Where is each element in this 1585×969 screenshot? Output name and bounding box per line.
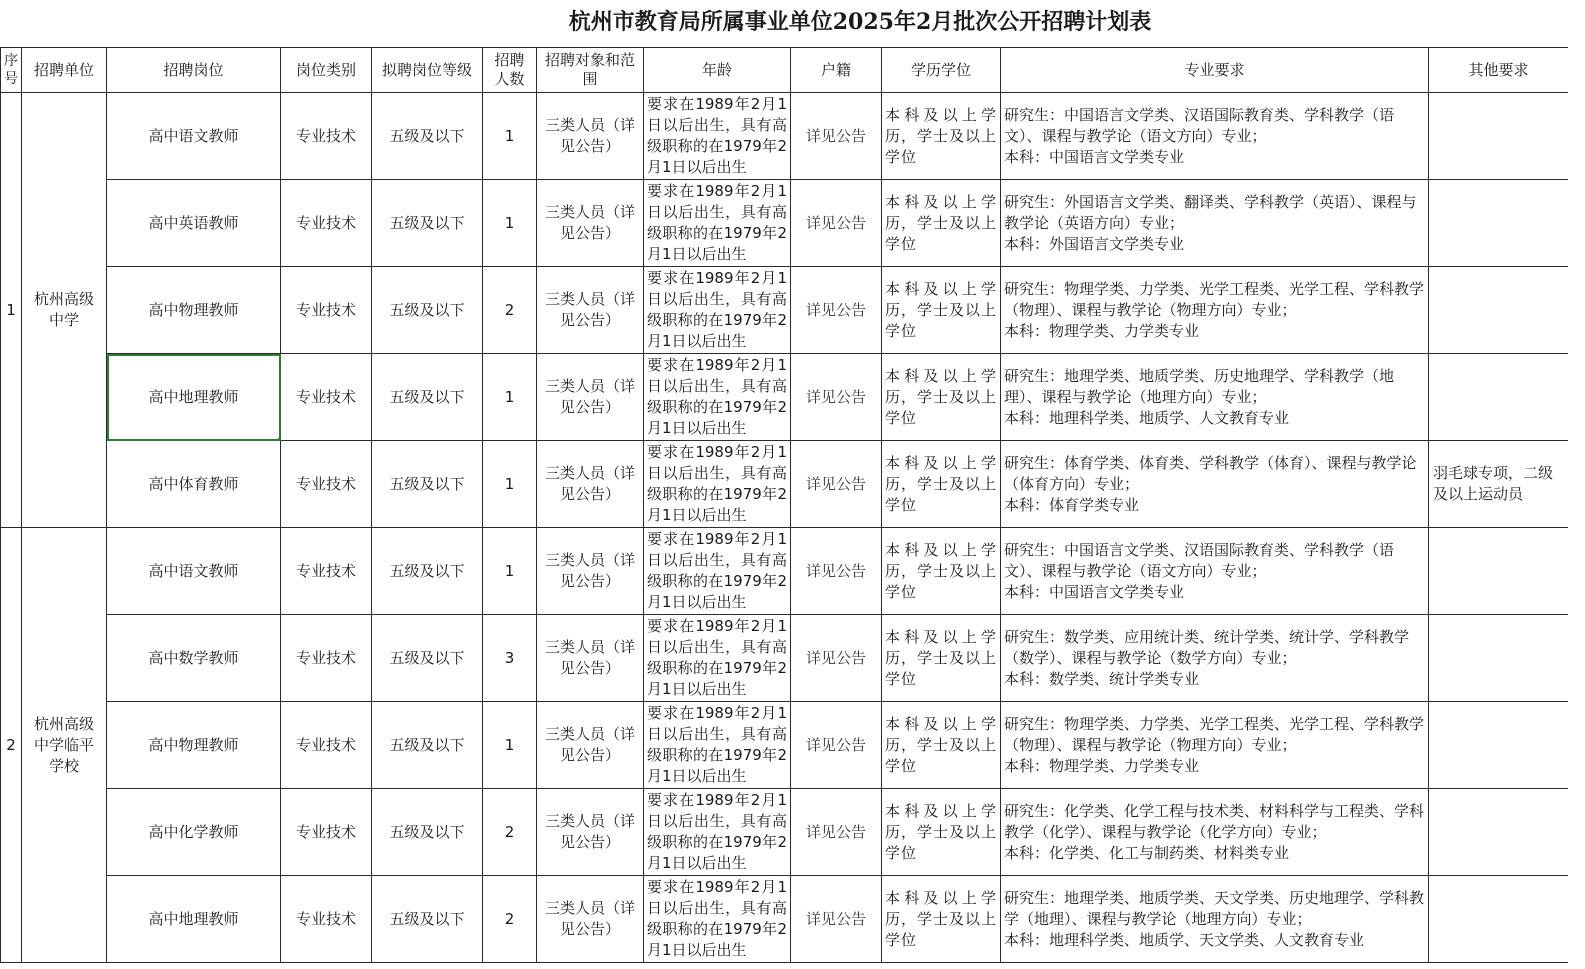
age-cell[interactable]: 要求在1989年2月1日以后出生，具有高级职称的在1979年2月1日以后出生 — [644, 528, 791, 615]
major-graduate: 研究生：物理学类、力学类、光学工程类、光学工程、学科教学（物理）、课程与教学论（物理方向）专业； — [1004, 714, 1425, 754]
major-graduate: 研究生：中国语言文学类、汉语国际教育类、学科教学（语文）、课程与教学论（语文方向）专业； — [1004, 105, 1395, 145]
position-text: 高中英语教师 — [148, 213, 239, 232]
header-age[interactable]: 年龄 — [644, 48, 791, 93]
position-cell[interactable] — [107, 267, 281, 354]
major-graduate: 研究生：物理学类、力学类、光学工程类、光学工程、学科教学（物理）、课程与教学论（物理方向）专业； — [1004, 279, 1425, 319]
other-cell[interactable] — [1429, 180, 1569, 267]
position-cell[interactable] — [107, 441, 281, 528]
level-cell[interactable]: 五级及以下 — [372, 528, 483, 615]
position-text: 高中物理教师 — [148, 735, 239, 754]
count-cell[interactable]: 1 — [483, 441, 537, 528]
major-undergraduate: 本科：中国语言文学类专业 — [1004, 582, 1185, 601]
position-text: 高中数学教师 — [148, 648, 239, 667]
recruitment-table — [0, 47, 1569, 963]
other-cell[interactable] — [1429, 876, 1569, 963]
major-cell[interactable] — [1001, 354, 1429, 441]
position-text: 高中语文教师 — [148, 561, 239, 580]
target-cell[interactable]: 三类人员（详见公告） — [537, 93, 644, 180]
target-cell[interactable]: 三类人员（详见公告） — [537, 876, 644, 963]
age-cell[interactable]: 要求在1989年2月1日以后出生，具有高级职称的在1979年2月1日以后出生 — [644, 615, 791, 702]
count-cell[interactable]: 1 — [483, 528, 537, 615]
hukou-cell[interactable]: 详见公告 — [791, 267, 882, 354]
age-cell[interactable]: 要求在1989年2月1日以后出生，具有高级职称的在1979年2月1日以后出生 — [644, 354, 791, 441]
header-major[interactable]: 专业要求 — [1001, 48, 1429, 93]
hukou-cell[interactable]: 详见公告 — [791, 441, 882, 528]
age-cell[interactable]: 要求在1989年2月1日以后出生，具有高级职称的在1979年2月1日以后出生 — [644, 441, 791, 528]
major-cell[interactable] — [1001, 441, 1429, 528]
education-cell[interactable]: 本科及以上学历，学士及以上学位 — [882, 441, 1001, 528]
education-cell[interactable]: 本科及以上学历，学士及以上学位 — [882, 528, 1001, 615]
count-cell[interactable]: 3 — [483, 615, 537, 702]
other-cell[interactable] — [1429, 789, 1569, 876]
age-cell[interactable]: 要求在1989年2月1日以后出生，具有高级职称的在1979年2月1日以后出生 — [644, 180, 791, 267]
position-cell[interactable] — [107, 528, 281, 615]
hukou-cell[interactable]: 详见公告 — [791, 180, 882, 267]
age-cell[interactable]: 要求在1989年2月1日以后出生，具有高级职称的在1979年2月1日以后出生 — [644, 702, 791, 789]
category-cell[interactable]: 专业技术 — [281, 876, 372, 963]
major-graduate: 研究生：化学类、化学工程与技术类、材料科学与工程类、学科教学（化学）、课程与教学论（化学方向）专业； — [1004, 801, 1425, 841]
other-cell[interactable]: 羽毛球专项，二级及以上运动员 — [1429, 441, 1569, 528]
target-cell[interactable]: 三类人员（详见公告） — [537, 267, 644, 354]
position-cell[interactable] — [107, 789, 281, 876]
header-education[interactable]: 学历学位 — [882, 48, 1001, 93]
category-cell[interactable]: 专业技术 — [281, 528, 372, 615]
level-cell[interactable]: 五级及以下 — [372, 180, 483, 267]
education-cell[interactable]: 本科及以上学历，学士及以上学位 — [882, 876, 1001, 963]
count-cell[interactable]: 1 — [483, 180, 537, 267]
header-other[interactable]: 其他要求 — [1429, 48, 1569, 93]
category-cell[interactable]: 专业技术 — [281, 615, 372, 702]
position-text: 高中体育教师 — [148, 474, 239, 493]
count-cell[interactable]: 2 — [483, 876, 537, 963]
table-row — [1, 93, 1569, 180]
category-cell[interactable]: 专业技术 — [281, 789, 372, 876]
table-body — [1, 93, 1569, 963]
major-graduate: 研究生：中国语言文学类、汉语国际教育类、学科教学（语文）、课程与教学论（语文方向）专业； — [1004, 540, 1395, 580]
sheet-edge — [1568, 0, 1585, 969]
age-cell[interactable]: 要求在1989年2月1日以后出生，具有高级职称的在1979年2月1日以后出生 — [644, 93, 791, 180]
hukou-cell[interactable]: 详见公告 — [791, 789, 882, 876]
header-category[interactable]: 岗位类别 — [281, 48, 372, 93]
category-cell[interactable]: 专业技术 — [281, 441, 372, 528]
major-cell[interactable] — [1001, 267, 1429, 354]
major-cell[interactable] — [1001, 615, 1429, 702]
major-graduate: 研究生：地理学类、地质学类、天文学类、历史地理学、学科教学（地理）、课程与教学论（地理方向）专业； — [1004, 888, 1425, 928]
hukou-cell[interactable]: 详见公告 — [791, 702, 882, 789]
major-cell[interactable] — [1001, 876, 1429, 963]
table-row — [1, 180, 1569, 267]
position-text: 高中物理教师 — [148, 300, 239, 319]
age-cell[interactable]: 要求在1989年2月1日以后出生，具有高级职称的在1979年2月1日以后出生 — [644, 267, 791, 354]
category-cell[interactable]: 专业技术 — [281, 702, 372, 789]
major-undergraduate: 本科：地理科学类、地质学、天文学类、人文教育专业 — [1004, 930, 1365, 949]
count-cell[interactable]: 2 — [483, 267, 537, 354]
table-row — [1, 267, 1569, 354]
target-cell[interactable]: 三类人员（详见公告） — [537, 528, 644, 615]
table-row — [1, 702, 1569, 789]
position-text: 高中地理教师 — [148, 909, 239, 928]
table-row — [1, 876, 1569, 963]
position-text: 高中化学教师 — [148, 822, 239, 841]
target-cell[interactable]: 三类人员（详见公告） — [537, 702, 644, 789]
position-cell[interactable] — [107, 180, 281, 267]
major-undergraduate: 本科：数学类、统计学类专业 — [1004, 669, 1200, 688]
major-undergraduate: 本科：外国语言文学类专业 — [1004, 234, 1185, 253]
position-cell[interactable] — [107, 615, 281, 702]
header-position[interactable]: 招聘岗位 — [107, 48, 281, 93]
level-cell[interactable]: 五级及以下 — [372, 876, 483, 963]
major-undergraduate: 本科：物理学类、力学类专业 — [1004, 756, 1200, 775]
major-cell[interactable] — [1001, 180, 1429, 267]
sheet-title: 杭州市教育局所属事业单位2025年2月批次公开招聘计划表 — [568, 9, 1152, 35]
position-text: 高中地理教师 — [148, 387, 239, 406]
level-cell[interactable]: 五级及以下 — [372, 267, 483, 354]
major-undergraduate: 本科：地理科学类、地质学、人文教育专业 — [1004, 408, 1290, 427]
other-cell[interactable] — [1429, 528, 1569, 615]
education-cell[interactable]: 本科及以上学历，学士及以上学位 — [882, 93, 1001, 180]
education-cell[interactable]: 本科及以上学历，学士及以上学位 — [882, 789, 1001, 876]
table-row — [1, 528, 1569, 615]
major-cell[interactable] — [1001, 93, 1429, 180]
education-cell[interactable]: 本科及以上学历，学士及以上学位 — [882, 180, 1001, 267]
position-cell[interactable] — [107, 354, 281, 441]
other-cell[interactable] — [1429, 354, 1569, 441]
other-cell[interactable] — [1429, 702, 1569, 789]
major-cell[interactable] — [1001, 789, 1429, 876]
major-undergraduate: 本科：物理学类、力学类专业 — [1004, 321, 1200, 340]
target-cell[interactable]: 三类人员（详见公告） — [537, 354, 644, 441]
header-unit[interactable]: 招聘单位 — [22, 48, 107, 93]
age-cell[interactable]: 要求在1989年2月1日以后出生，具有高级职称的在1979年2月1日以后出生 — [644, 789, 791, 876]
age-cell[interactable]: 要求在1989年2月1日以后出生，具有高级职称的在1979年2月1日以后出生 — [644, 876, 791, 963]
education-cell[interactable]: 本科及以上学历，学士及以上学位 — [882, 354, 1001, 441]
header-level[interactable]: 拟聘岗位等级 — [372, 48, 483, 93]
count-cell[interactable]: 1 — [483, 354, 537, 441]
major-cell[interactable] — [1001, 528, 1429, 615]
major-graduate: 研究生：体育学类、体育类、学科教学（体育）、课程与教学论（体育方向）专业； — [1004, 453, 1417, 493]
position-text: 高中语文教师 — [148, 126, 239, 145]
major-undergraduate: 本科：体育学类专业 — [1004, 495, 1140, 514]
table-row — [1, 789, 1569, 876]
other-cell[interactable] — [1429, 93, 1569, 180]
major-graduate: 研究生：外国语言文学类、翻译类、学科教学（英语）、课程与教学论（英语方向）专业； — [1004, 192, 1417, 232]
count-cell[interactable]: 1 — [483, 702, 537, 789]
table-row — [1, 441, 1569, 528]
major-graduate: 研究生：数学类、应用统计类、统计学类、统计学、学科教学（数学）、课程与教学论（数学方向）专业； — [1004, 627, 1410, 667]
education-cell[interactable]: 本科及以上学历，学士及以上学位 — [882, 267, 1001, 354]
table-row — [1, 354, 1569, 441]
unit-cell[interactable]: 杭州高级中学临平学校 — [22, 528, 107, 963]
education-cell[interactable]: 本科及以上学历，学士及以上学位 — [882, 702, 1001, 789]
category-cell[interactable]: 专业技术 — [281, 354, 372, 441]
level-cell[interactable]: 五级及以下 — [372, 93, 483, 180]
seq-cell[interactable]: 2 — [1, 528, 22, 963]
target-cell[interactable]: 三类人员（详见公告） — [537, 180, 644, 267]
major-cell[interactable] — [1001, 702, 1429, 789]
major-undergraduate: 本科：中国语言文学类专业 — [1004, 147, 1185, 166]
position-cell[interactable] — [107, 876, 281, 963]
target-cell[interactable]: 三类人员（详见公告） — [537, 441, 644, 528]
seq-cell[interactable]: 1 — [1, 93, 22, 528]
level-cell[interactable]: 五级及以下 — [372, 702, 483, 789]
hukou-cell[interactable]: 详见公告 — [791, 93, 882, 180]
hukou-cell[interactable]: 详见公告 — [791, 354, 882, 441]
unit-cell[interactable]: 杭州高级中学 — [22, 93, 107, 528]
major-graduate: 研究生：地理学类、地质学类、历史地理学、学科教学（地理）、课程与教学论（地理方向）专业； — [1004, 366, 1395, 406]
category-cell[interactable]: 专业技术 — [281, 180, 372, 267]
other-cell[interactable] — [1429, 267, 1569, 354]
other-cell[interactable] — [1429, 615, 1569, 702]
level-cell[interactable]: 五级及以下 — [372, 441, 483, 528]
header-seq[interactable]: 序号 — [1, 48, 22, 93]
major-undergraduate: 本科：化学类、化工与制药类、材料类专业 — [1004, 843, 1290, 862]
level-cell[interactable]: 五级及以下 — [372, 354, 483, 441]
header-target[interactable]: 招聘对象和范围 — [537, 48, 644, 93]
level-cell[interactable]: 五级及以下 — [372, 789, 483, 876]
header-hukou[interactable]: 户籍 — [791, 48, 882, 93]
education-cell[interactable]: 本科及以上学历，学士及以上学位 — [882, 615, 1001, 702]
fill-handle[interactable] — [278, 438, 281, 441]
category-cell[interactable]: 专业技术 — [281, 93, 372, 180]
level-cell[interactable]: 五级及以下 — [372, 615, 483, 702]
table-row — [1, 615, 1569, 702]
count-cell[interactable]: 2 — [483, 789, 537, 876]
header-row — [1, 48, 1569, 93]
target-cell[interactable]: 三类人员（详见公告） — [537, 615, 644, 702]
header-count[interactable]: 招聘人数 — [483, 48, 537, 93]
position-cell[interactable] — [107, 702, 281, 789]
category-cell[interactable]: 专业技术 — [281, 267, 372, 354]
hukou-cell[interactable]: 详见公告 — [791, 528, 882, 615]
position-cell[interactable] — [107, 93, 281, 180]
hukou-cell[interactable]: 详见公告 — [791, 615, 882, 702]
target-cell[interactable]: 三类人员（详见公告） — [537, 789, 644, 876]
hukou-cell[interactable]: 详见公告 — [791, 876, 882, 963]
count-cell[interactable]: 1 — [483, 93, 537, 180]
